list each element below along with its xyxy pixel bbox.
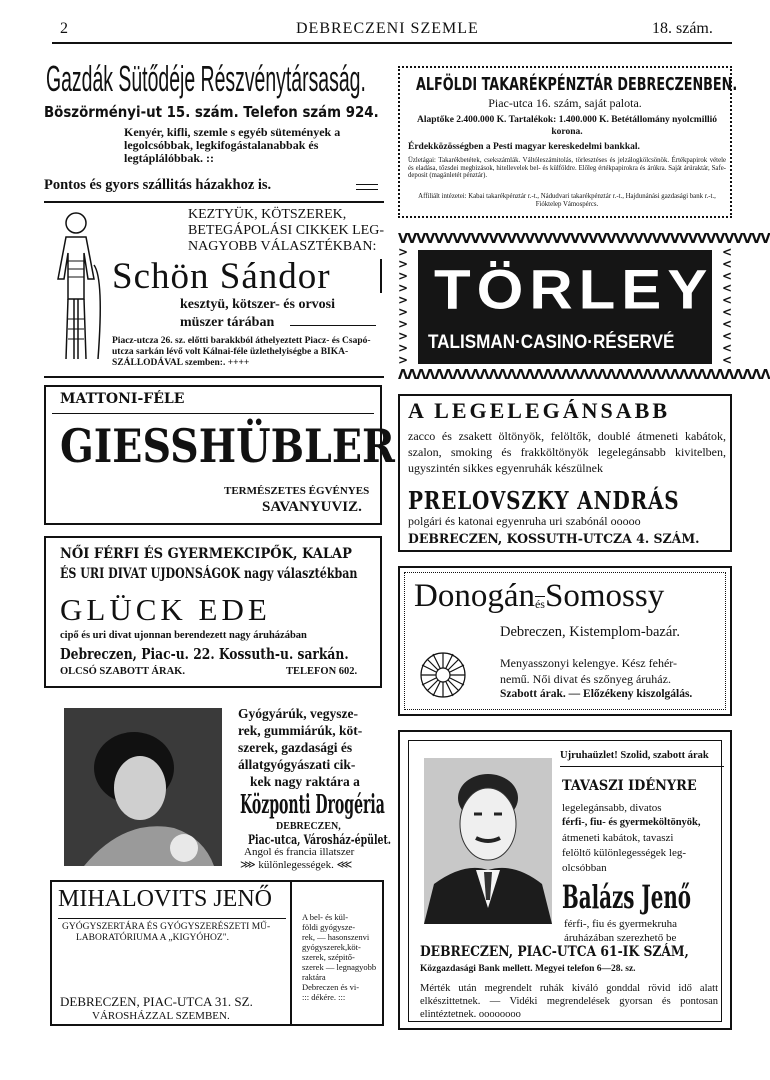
gluck-desc: cipő és uri divat ujonnan berendezett nagy áruházában — [60, 630, 307, 641]
alfoldi-member: Érdekközösségben a Pesti magyar kereskedelmi bankkal. — [408, 142, 640, 152]
issue-number: 18. szám. — [652, 20, 713, 37]
gluck-address: Debreczen, Piac-u. 22. Kossuth-u. sarkán. — [60, 645, 349, 663]
mattoni-sub-2: SAVANYUVIZ. — [262, 499, 362, 515]
prelovszky-name: PRELOVSZKY ANDRÁS — [408, 486, 680, 515]
gluck-prices: OLCSÓ SZABOTT ÁRAK. — [60, 666, 185, 677]
mihalovits-ad — [50, 880, 384, 1026]
balazs-address: DEBRECZEN, PIAC-UTCA 61-IK SZÁM, — [420, 944, 689, 960]
drogeria-city: DEBRECZEN, — [276, 821, 341, 832]
sutodeje-footer: Pontos és gyors szállitás házakhoz is. — [44, 177, 272, 193]
donogan-name-b: Somossy — [544, 578, 665, 614]
balazs-line-1: legelegánsabb, divatos — [562, 802, 662, 814]
torley-tagline: TALISMAN·CASINO·RÉSERVÉ — [428, 332, 675, 353]
balazs-sub-1: férfi-, fiu és gyermekruha — [564, 918, 678, 930]
bandaged-man-illustration — [44, 209, 108, 365]
gluck-name: GLÜCK EDE — [60, 592, 271, 627]
alfoldi-address: Piac-utca 16. szám, saját palota. — [488, 96, 642, 110]
alfoldi-title: ALFÖLDI TAKARÉKPÉNZTÁR DEBRECZENBEN. — [416, 74, 738, 95]
balazs-line-5: olcsóbban — [562, 862, 607, 874]
header-rule — [52, 42, 732, 44]
balazs-name: Balázs Jenő — [562, 878, 692, 916]
schon-intro-1: KEZTYÜK, KÖTSZEREK, — [188, 207, 347, 222]
donogan-desc-1: Menyasszonyi kelengye. Kész fehér- — [500, 656, 678, 670]
balazs-line-3: átmeneti kabátok, tavaszi — [562, 832, 674, 844]
donogan-desc-2: nemű. Női divat és szőnyeg áruház. — [500, 672, 671, 686]
gluck-phone: TELEFON 602. — [286, 666, 358, 677]
alfoldi-branches: Üzletágai: Takarékbetétek, csekszámlák. Váltóleszámitolás, törlesztéses és jelzálogkölcsönök. Értékpapirok vétele és eladása, tőzsdei megbizások, hitellevelek bel- és külföldre. Előleg értékpapirokra és árúkra. Saját árúraktár, Safe-deposit (magánletét pénztár). — [408, 157, 726, 179]
sutodeje-address: Böszörményi-ut 15. szám. Telefon szám 924. — [44, 103, 379, 121]
balazs-ad — [398, 730, 732, 1030]
balazs-top: Ujruhaüzlet! Szolid, szabott árak — [560, 750, 709, 761]
balazs-sub-2: áruházában szerezhető be — [564, 932, 677, 944]
drogeria-line-1: Gyógyárúk, vegysze- — [238, 706, 358, 721]
gluck-ad — [44, 536, 382, 688]
balazs-line-2: férfi-, fiu- és gyermeköltönyök, — [562, 817, 701, 828]
man-portrait-photo — [424, 758, 552, 924]
mihalovits-address-1: DEBRECZEN, PIAC-UTCA 31. SZ. — [60, 994, 253, 1009]
drogeria-name: Központi Drogéria — [240, 790, 385, 820]
mattoni-brand: GIESSHÜBLER — [60, 419, 395, 473]
mihalovits-name: MIHALOVITS JENŐ — [58, 886, 272, 912]
page-number: 2 — [60, 20, 68, 37]
drogeria-line-4: állatgyógyászati cik- — [238, 757, 356, 772]
running-header — [0, 0, 769, 40]
drogeria-street: Piac-utca, Városház-épület. — [248, 833, 392, 848]
mihalovits-address-2: VÁROSHÁZZAL SZEMBEN. — [92, 1010, 230, 1022]
donogan-location: Debreczen, Kistemplom-bazár. — [500, 624, 680, 640]
prelovszky-ad — [398, 394, 732, 552]
mihalovits-sub-1: GYÓGYSZERTÁRA ÉS GYÓGYSZERÉSZETI MŰ- — [62, 922, 271, 932]
schon-intro-3: NAGYOBB VÁLASZTÉKBAN: — [188, 239, 377, 254]
sutodeje-title: Gazdák Sütődéje Részvénytársaság. — [46, 58, 366, 99]
schon-line-1: kesztyü, kötszer- és orvosi — [180, 297, 336, 312]
gluck-line-1: NŐI FÉRFI ÉS GYERMEKCIPŐK, KALAP — [60, 546, 352, 562]
donogan-title — [414, 578, 724, 615]
balazs-line-4: felöltő különlegességek leg- — [562, 847, 687, 859]
torley-border-top: VVVVVVVVVVVVVVVVVVVVVVVVVVVVVVVVVVVVVVVVV — [398, 232, 770, 247]
prelovszky-desc: polgári és katonai egyenruha uri szabónál ooooo — [408, 514, 641, 528]
alfoldi-affiliates: Affiliált intézetei: Kabai takarékpénztár r.-t., Nádudvari takarékpénztár r.-t., Hajdunánási gazdasági bank r.-t., Fióktelep Vámospércs. — [418, 193, 716, 208]
mattoni-sub-1: TERMÉSZETES ÉGVÉNYES — [224, 485, 370, 497]
sutodeje-body: Kenyér, kifli, szemle s egyéb sütemények a legolcsóbbak, legkifogástalanabbak és legtáplálóbbak. :: — [124, 125, 341, 165]
gluck-line-2: ÉS URI DIVAT UJDONSÁGOK nagy választékban — [60, 566, 358, 582]
torley-ad: VVVVVVVVVVVVVVVVVVVVVVVVVVVVVVVVVVVVVVVVV ΛΛΛΛΛΛΛΛΛΛΛΛΛΛΛΛΛΛΛΛΛΛΛΛΛΛΛΛΛΛΛΛΛΛΛΛΛΛΛΛΛ > > > > > > > > > > < < < < < < < < < < TÖRLEY TALISMAN·CASINO·RÉSERVÉ — [398, 232, 770, 383]
flower-ornament — [418, 650, 468, 700]
sutodeje-ad — [44, 56, 384, 198]
alfoldi-ad — [398, 66, 738, 218]
mattoni-top: MATTONI-FÉLE — [60, 391, 185, 407]
donogan-name-a: Donogán — [414, 578, 535, 614]
torley-border-bottom: ΛΛΛΛΛΛΛΛΛΛΛΛΛΛΛΛΛΛΛΛΛΛΛΛΛΛΛΛΛΛΛΛΛΛΛΛΛΛΛΛΛ — [398, 368, 770, 383]
balazs-phone: Közgazdasági Bank mellett. Megyei telefon 6—28. sz. — [420, 964, 636, 974]
schon-line-2: müszer tárában — [180, 315, 275, 330]
alfoldi-capital: Alaptőke 2.400.000 K. Tartalékok: 1.400.000 K. Betétállomány nyolcmillió korona. — [416, 115, 718, 137]
schon-intro-2: BETEGÁPOLÁSI CIKKEK LEG- — [188, 223, 384, 238]
drogeria-ad — [44, 700, 392, 871]
schon-ad — [44, 205, 384, 373]
prelovszky-address: DEBRECZEN, KOSSUTH-UTCZA 4. SZÁM. — [408, 532, 700, 547]
torley-brand: TÖRLEY — [434, 258, 714, 321]
mihalovits-side: A bel- és kül- földi gyógysze- rek, — hasonszenvi gyógyszerek,köt- szerek, szépitő- szerek — legnagyobb raktára Debreczen és vi- ::: dékére. ::: — [302, 912, 377, 1002]
donogan-and: $\overline{és}$ — [534, 597, 545, 611]
drogeria-extra-2: ⋙ különlegességek. ⋘ — [240, 859, 353, 871]
schon-address: Piacz-utcza 26. sz. előtti barakkból áthelyeztett Piacz- és Csapó-utcza sarkán lévő volt Kálnai-féle üzlethelyiségbe a BIKA-SZÁLLODÁVAL szemben:. ++++ — [112, 336, 371, 368]
woman-portrait-photo — [64, 708, 222, 866]
drogeria-line-5: kek nagy raktára a — [250, 774, 360, 789]
balazs-order: Mérték után megrendelt ruhák kiváló gonddal rövid idő alatt elkészittetnek. — Vidéki megrendelések gyorsan és pontosan elintéztetnek. oooooooo — [420, 983, 718, 1020]
drogeria-line-3: szerek, gazdasági és — [238, 740, 353, 755]
drogeria-line-2: rek, gummiárúk, köt- — [238, 723, 363, 738]
drogeria-extra-1: Angol és francia illatszer — [244, 846, 355, 858]
mattoni-ad — [44, 385, 395, 525]
balazs-season: TAVASZI IDÉNYRE — [562, 778, 697, 794]
prelovszky-head: A LEGELEGÁNSABB — [408, 398, 671, 423]
schon-name: Schön Sándor — [112, 256, 331, 297]
torley-panel — [418, 250, 712, 364]
prelovszky-body: zacco és zsakett öltönyök, felöltők, doublé átmeneti kabátok, szalon, smoking és frakköltönyök legelegánsabb kivitelben, ugyszintén sikkes egyenruhák készülnek — [408, 429, 726, 475]
donogan-prices: Szabott árak. — Előzékeny kiszolgálás. — [500, 688, 693, 700]
donogan-ad — [398, 566, 732, 716]
mihalovits-sub-2: LABORATÓRIUMA A „KIGYÓHOZ". — [76, 933, 229, 943]
journal-title: DEBRECZENI SZEMLE — [296, 20, 479, 37]
